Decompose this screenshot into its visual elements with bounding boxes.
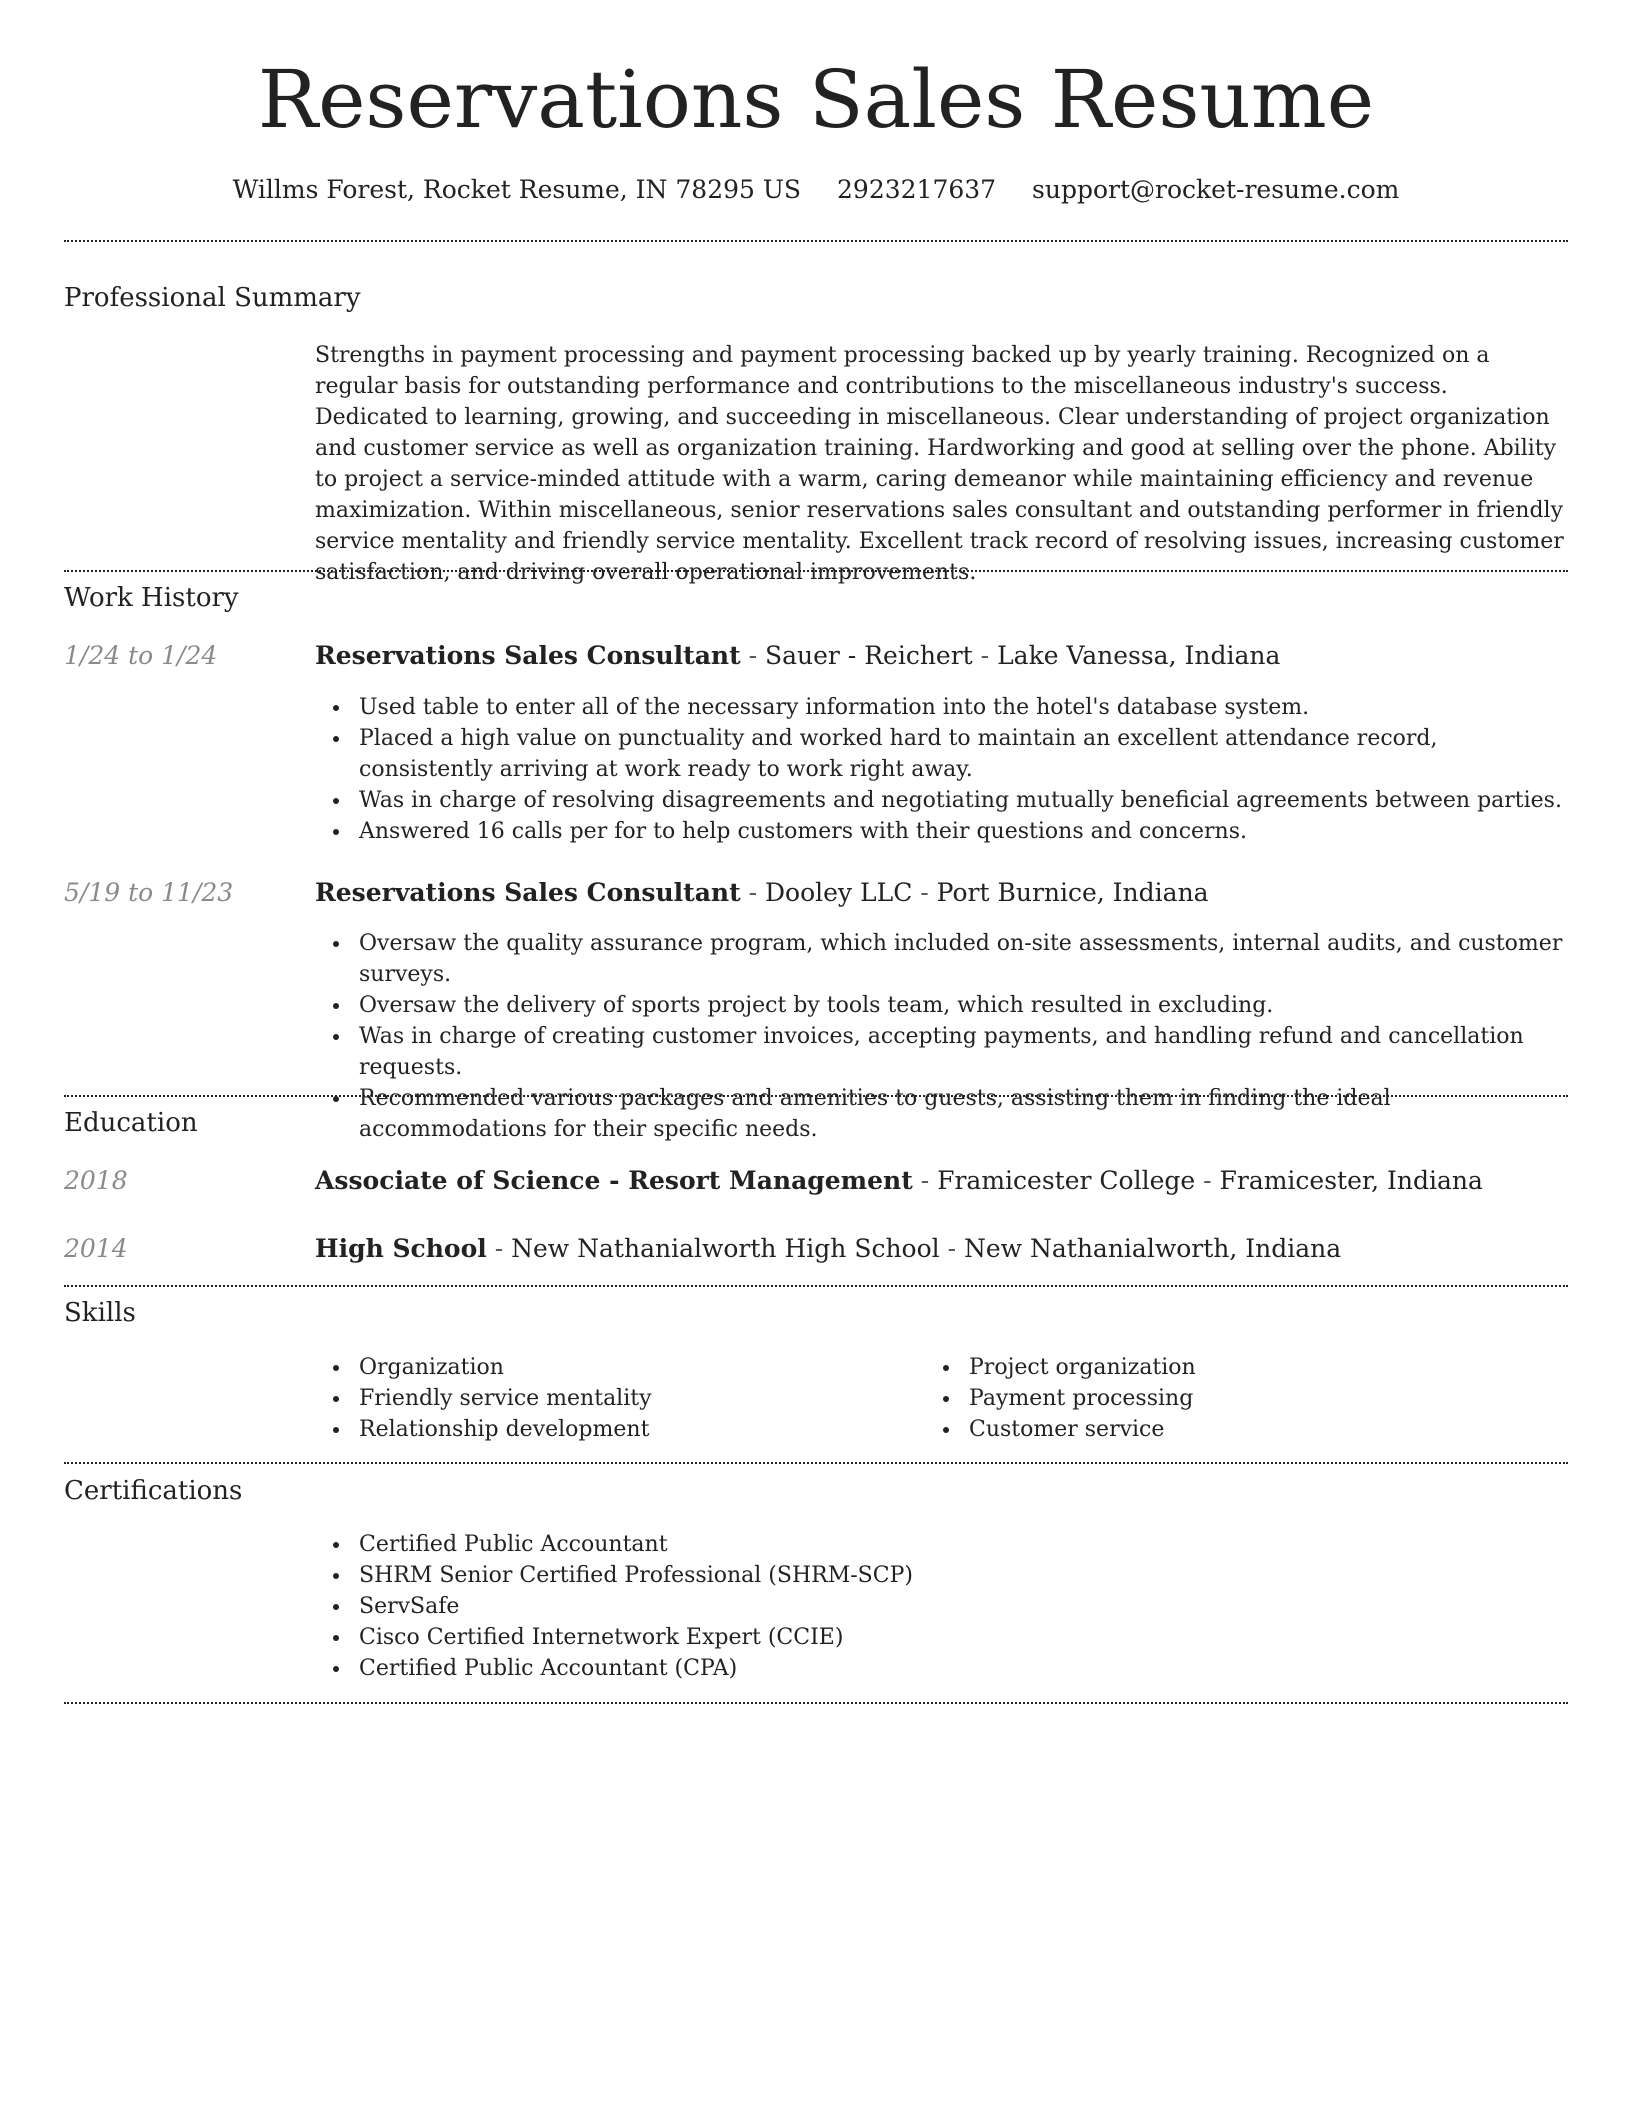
separator: - bbox=[912, 878, 937, 907]
education-year: 2014 bbox=[64, 1234, 128, 1263]
job-dates: 1/24 to 1/24 bbox=[64, 641, 218, 670]
certifications-list bbox=[315, 1529, 1569, 1684]
certification-item: Cisco Certified Internetwork Expert (CCIE) bbox=[359, 1622, 1569, 1653]
header-divider bbox=[64, 240, 1568, 242]
skill-item: Organization bbox=[359, 1352, 1569, 1383]
education-line bbox=[315, 1163, 1483, 1199]
list-item: Was in charge of creating customer invoices, accepting payments, and handling refund and cancellation requests. bbox=[359, 1021, 1569, 1083]
work-divider bbox=[64, 1095, 1568, 1097]
skill-item: Friendly service mentality bbox=[359, 1383, 1569, 1414]
separator: - bbox=[740, 641, 765, 670]
job-company: Dooley LLC bbox=[764, 878, 913, 907]
job-title-line bbox=[315, 638, 1280, 674]
job-location: Port Burnice, Indiana bbox=[936, 878, 1209, 907]
separator: - bbox=[1195, 1166, 1220, 1195]
list-item: Used table to enter all of the necessary information into the hotel's database system. bbox=[359, 692, 1569, 723]
skill-item: Project organization bbox=[969, 1352, 1632, 1383]
job-title-line bbox=[315, 875, 1209, 911]
certifications-heading: Certifications bbox=[64, 1476, 243, 1506]
certification-item: Certified Public Accountant bbox=[359, 1529, 1569, 1560]
summary-divider bbox=[64, 570, 1568, 572]
certification-item: Certified Public Accountant (CPA) bbox=[359, 1653, 1569, 1684]
job-bullets bbox=[315, 692, 1569, 847]
job-company: Sauer - Reichert bbox=[764, 641, 973, 670]
separator: - bbox=[912, 1166, 938, 1195]
job-dates: 5/19 to 11/23 bbox=[64, 878, 234, 907]
list-item: Oversaw the quality assurance program, which included on-site assessments, internal audits, and customer surveys. bbox=[359, 928, 1569, 990]
contact-line bbox=[0, 170, 1632, 210]
summary-text: Strengths in payment processing and payment processing backed up by yearly training. Recognized on a regular basis for outstanding performance and contributions to the miscellaneous industry's success. Dedicated to learning, growing, and succeeding in miscellaneous. Clear understanding of project organization and customer service as well as organization training. Hardworking and good at selling over the phone. Ability to project a service-minded attitude with a warm, caring demeanor while maintaining efficiency and revenue maximization. Within miscellaneous, senior reservations sales consultant and outstanding performer in friendly service mentality and friendly service mentality. Excellent track record of resolving issues, increasing customer satisfaction, and driving overall operational improvements. bbox=[315, 343, 1564, 585]
skill-item: Relationship development bbox=[359, 1414, 1569, 1445]
list-item: Recommended various packages and amenities to guests, assisting them in finding the ideal accommodations for their specific needs. bbox=[359, 1083, 1569, 1145]
skills-heading: Skills bbox=[64, 1298, 136, 1328]
separator: - bbox=[740, 878, 765, 907]
education-location: Framicester, Indiana bbox=[1219, 1166, 1483, 1195]
list-item: Was in charge of resolving disagreements and negotiating mutually beneficial agreements between parties. bbox=[359, 785, 1569, 816]
education-school: Framicester College bbox=[937, 1166, 1196, 1195]
skill-item: Payment processing bbox=[969, 1383, 1632, 1414]
job-bullets bbox=[315, 928, 1569, 1145]
skills-list-right bbox=[925, 1352, 1632, 1445]
job-role: Reservations Sales Consultant bbox=[315, 878, 741, 907]
contact-address: Willms Forest, Rocket Resume, IN 78295 US bbox=[232, 175, 802, 204]
skill-item: Customer service bbox=[969, 1414, 1632, 1445]
education-heading: Education bbox=[64, 1108, 198, 1138]
contact-phone: 2923217637 bbox=[837, 175, 997, 204]
separator: - bbox=[939, 1234, 964, 1263]
work-heading: Work History bbox=[64, 583, 239, 613]
resume-title: Reservations Sales Resume bbox=[257, 53, 1375, 146]
education-location: New Nathanialworth, Indiana bbox=[963, 1234, 1342, 1263]
contact-email: support@rocket-resume.com bbox=[1032, 175, 1400, 204]
job-location: Lake Vanessa, Indiana bbox=[997, 641, 1281, 670]
job-role: Reservations Sales Consultant bbox=[315, 641, 741, 670]
list-item: Answered 16 calls per for to help customers with their questions and concerns. bbox=[359, 816, 1569, 847]
education-divider bbox=[64, 1285, 1568, 1287]
certifications-divider bbox=[64, 1702, 1568, 1704]
separator: - bbox=[486, 1234, 512, 1263]
certification-item: SHRM Senior Certified Professional (SHRM-SCP) bbox=[359, 1560, 1569, 1591]
education-year: 2018 bbox=[64, 1166, 128, 1195]
list-item: Oversaw the delivery of sports project by tools team, which resulted in excluding. bbox=[359, 990, 1569, 1021]
education-degree: High School bbox=[315, 1234, 487, 1263]
separator: - bbox=[972, 641, 998, 670]
education-degree: Associate of Science - Resort Management bbox=[315, 1166, 913, 1195]
summary-heading: Professional Summary bbox=[64, 283, 361, 313]
education-line bbox=[315, 1231, 1341, 1267]
list-item: Placed a high value on punctuality and worked hard to maintain an excellent attendance record, consistently arriving at work ready to work right away. bbox=[359, 723, 1569, 785]
skills-divider bbox=[64, 1462, 1568, 1464]
certification-item: ServSafe bbox=[359, 1591, 1569, 1622]
education-school: New Nathanialworth High School bbox=[511, 1234, 940, 1263]
